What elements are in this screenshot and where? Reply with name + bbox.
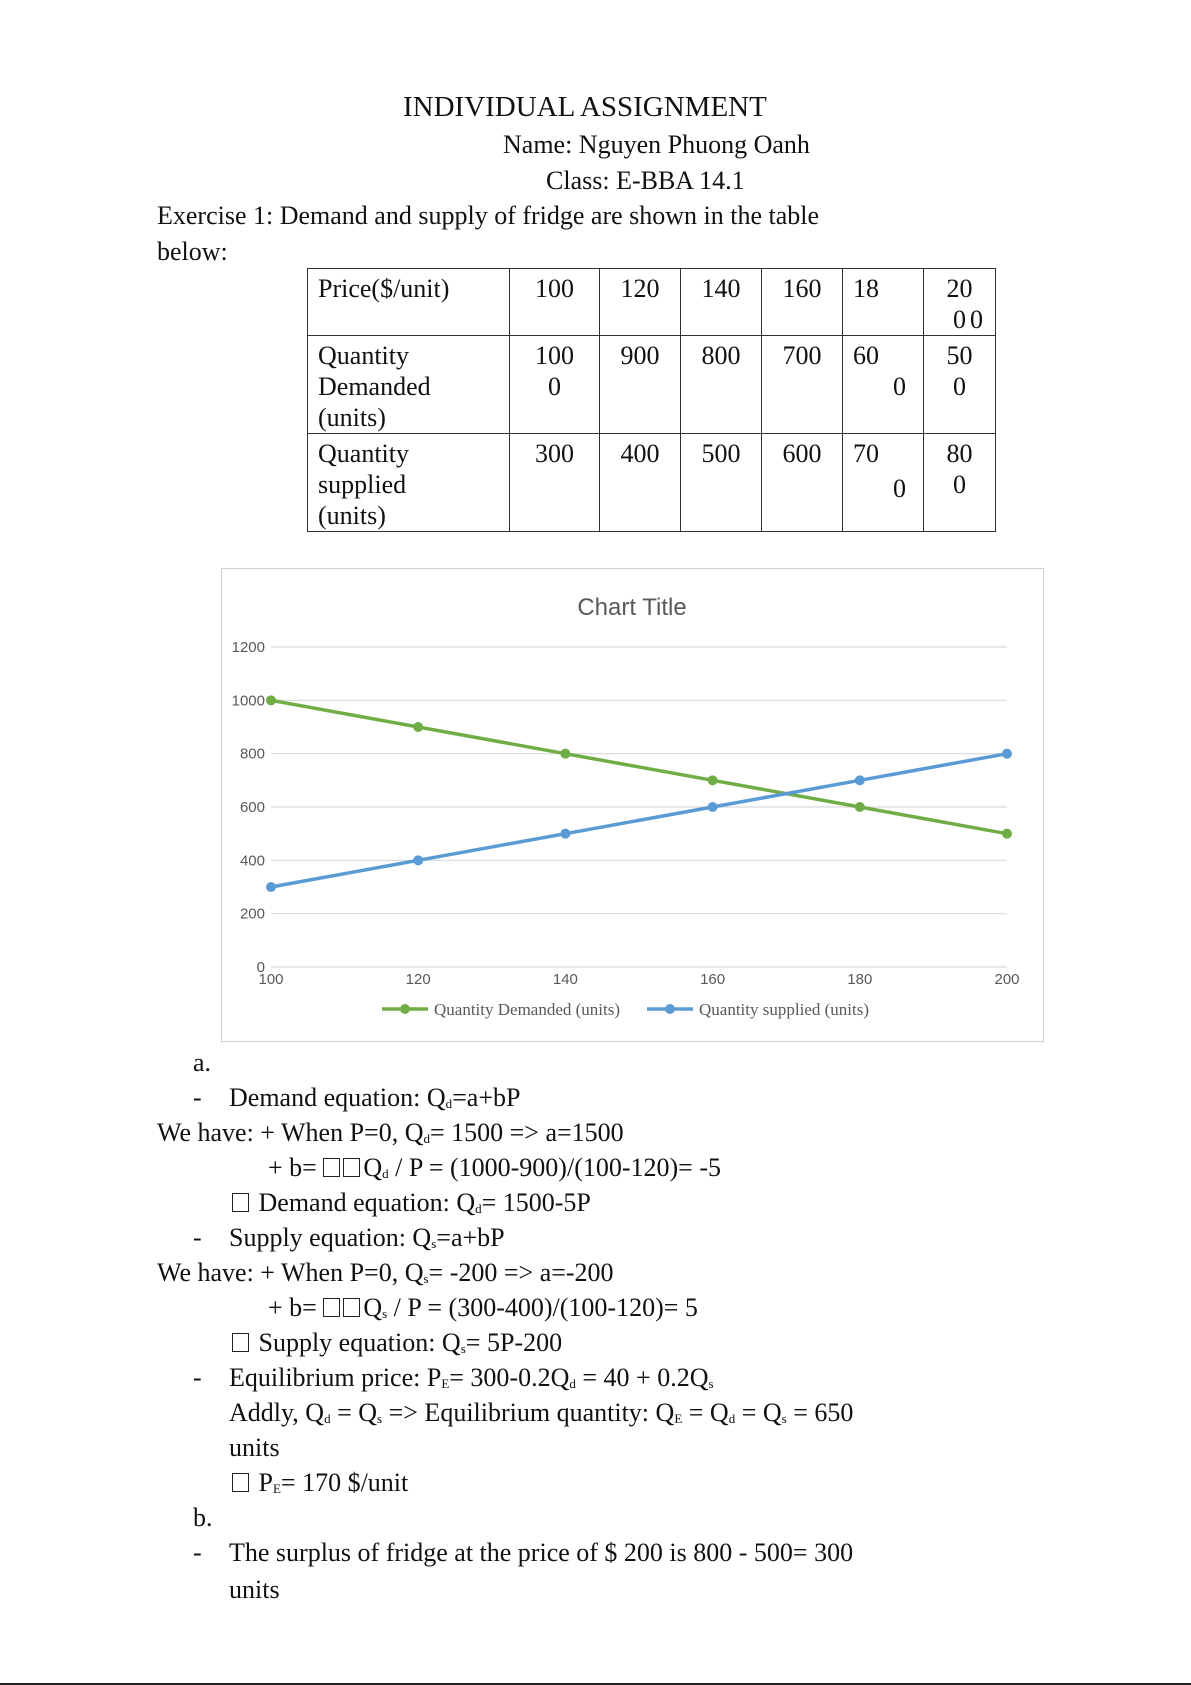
data-point bbox=[413, 855, 423, 865]
supplied-label bbox=[308, 434, 510, 532]
demanded-cell-1000 bbox=[510, 336, 600, 434]
demand-supply-table bbox=[307, 268, 996, 532]
demand-p0-line: We have: + When P=0, $Q_d= 1500 => a=1500$ bbox=[157, 1118, 624, 1147]
demanded-label-line: Quantity bbox=[318, 341, 409, 370]
data-point bbox=[708, 775, 718, 785]
series-line-supplied bbox=[271, 754, 1007, 887]
demanded-cell-500 bbox=[924, 336, 996, 434]
demanded-cell-600 bbox=[843, 336, 924, 434]
demanded-cell: 900 bbox=[600, 336, 681, 434]
table-row-demanded bbox=[308, 336, 996, 434]
price-cell: 160 bbox=[762, 269, 843, 336]
series-line-demanded bbox=[271, 700, 1007, 833]
demanded-cell-part: 0 bbox=[893, 372, 906, 401]
supply-p0-line: We have: + When P=0, $Q_s= -200 => a=-200$ bbox=[157, 1258, 614, 1287]
data-point bbox=[855, 802, 865, 812]
price-cell: 100 bbox=[510, 269, 600, 336]
supply-slope-line: + $b= Q_s / P = (300-400)/(100-120)= 5$ bbox=[268, 1293, 698, 1322]
supplied-cell: 300 bbox=[510, 434, 600, 532]
legend-label: Quantity supplied (units) bbox=[699, 1000, 869, 1019]
price-label: Price($/unit) bbox=[308, 269, 510, 336]
demanded-cell-part: 100 bbox=[535, 341, 574, 370]
supplied-cell-800 bbox=[924, 434, 996, 532]
equilibrium-quantity-line: Addly, $Q_d = Q_s$ => Equilibrium quantity: $Q_E = Q_d = Q_s = 650$ bbox=[229, 1398, 854, 1427]
bullet-dash: - bbox=[193, 1363, 202, 1392]
demanded-label bbox=[308, 336, 510, 434]
supplied-label-line: (units) bbox=[318, 501, 386, 530]
exercise-intro-line1: Exercise 1: Demand and supply of fridge are shown in the table bbox=[157, 201, 820, 230]
data-point bbox=[708, 802, 718, 812]
legend-swatch-marker bbox=[665, 1004, 675, 1014]
student-name: Name: Nguyen Phuong Oanh bbox=[503, 130, 810, 159]
table-row-supplied bbox=[308, 434, 996, 532]
supplied-cell: 600 bbox=[762, 434, 843, 532]
demanded-cell-part: 0 bbox=[953, 372, 966, 401]
units-line: units bbox=[229, 1433, 280, 1462]
data-point bbox=[855, 775, 865, 785]
x-tick-label: 180 bbox=[847, 971, 873, 988]
demanded-cell-part: 0 bbox=[548, 372, 561, 401]
bullet-dash: - bbox=[193, 1538, 202, 1567]
supplied-label-line: Quantity bbox=[318, 439, 409, 468]
missing-glyph-box bbox=[232, 1193, 249, 1212]
x-tick-label: 100 bbox=[258, 971, 284, 988]
price-cell-part: 0 bbox=[953, 305, 966, 334]
supplied-cell: 500 bbox=[681, 434, 762, 532]
supplied-cell-700 bbox=[843, 434, 924, 532]
line-chart bbox=[221, 568, 1044, 1042]
y-tick-label: 1200 bbox=[231, 639, 265, 656]
data-point bbox=[560, 829, 570, 839]
missing-glyph-box bbox=[232, 1333, 249, 1352]
supplied-cell-part: 70 bbox=[853, 439, 879, 468]
y-tick-label: 200 bbox=[239, 905, 265, 923]
demand-result-line: Demand equation: $Q_d= 1500-5P$ bbox=[232, 1188, 591, 1218]
bullet-dash: - bbox=[193, 1083, 202, 1112]
missing-glyph-box bbox=[323, 1158, 340, 1177]
y-tick-label: 800 bbox=[239, 745, 265, 763]
demand-slope-line: + $b= Q_d / P = (1000-900)/(100-120)= -5$ bbox=[268, 1153, 721, 1182]
missing-glyph-box bbox=[232, 1473, 249, 1492]
supplied-cell-part: 0 bbox=[893, 474, 906, 503]
x-tick-label: 160 bbox=[700, 971, 726, 988]
x-tick-label: 200 bbox=[994, 971, 1020, 988]
price-cell: 120 bbox=[600, 269, 681, 336]
demanded-cell: 800 bbox=[681, 336, 762, 434]
class-name: Class: E-BBA 14.1 bbox=[546, 166, 745, 195]
data-point bbox=[1002, 829, 1012, 839]
supplied-cell-part: 80 bbox=[946, 439, 973, 468]
price-cell-200 bbox=[924, 269, 996, 336]
equilibrium-price-line: Equilibrium price: $P_E= 300-0.2Q_d = 40 + 0.2Q_s$ bbox=[229, 1363, 714, 1392]
price-cell-part: 0 bbox=[970, 305, 983, 334]
part-b-label: b. bbox=[193, 1503, 213, 1532]
price-cell-part: 20 bbox=[946, 274, 973, 303]
demanded-cell-part: 50 bbox=[946, 341, 973, 370]
surplus-line: The surplus of fridge at the price of $ 200 is 800 - 500= 300 bbox=[229, 1538, 854, 1567]
demanded-cell-part: 60 bbox=[853, 341, 879, 370]
demand-equation-line: Demand equation: $Q_d=a+bP$ bbox=[229, 1083, 521, 1112]
demanded-label-line: Demanded bbox=[318, 372, 431, 401]
supplied-label-line: supplied bbox=[318, 470, 407, 499]
y-tick-label: 600 bbox=[239, 799, 265, 816]
price-cell: 140 bbox=[681, 269, 762, 336]
data-point bbox=[266, 695, 276, 705]
chart-svg bbox=[222, 569, 1043, 1041]
demanded-cell: 700 bbox=[762, 336, 843, 434]
exercise-intro-line2: below: bbox=[157, 237, 228, 266]
missing-glyph-box bbox=[343, 1158, 360, 1177]
legend-swatch-marker bbox=[400, 1004, 410, 1014]
document-title: INDIVIDUAL ASSIGNMENT bbox=[403, 91, 767, 123]
supply-result-line: Supply equation: $Q_s= 5P-200$ bbox=[232, 1328, 562, 1358]
y-tick-label: 400 bbox=[239, 852, 265, 870]
x-tick-label: 120 bbox=[405, 971, 431, 988]
supplied-cell: 400 bbox=[600, 434, 681, 532]
price-cell-part: 18 bbox=[853, 274, 879, 303]
x-tick-label: 140 bbox=[552, 971, 578, 988]
supply-equation-line: Supply equation: $Q_s=a+bP$ bbox=[229, 1223, 505, 1252]
data-point bbox=[266, 882, 276, 892]
missing-glyph-box bbox=[343, 1298, 360, 1317]
supplied-cell-part: 0 bbox=[953, 470, 966, 499]
part-a-label: a. bbox=[193, 1048, 212, 1077]
equilibrium-price-result: $P_E= 170$ $/unit bbox=[232, 1468, 408, 1498]
data-point bbox=[560, 749, 570, 759]
chart-title: Chart Title bbox=[577, 594, 687, 621]
bullet-dash: - bbox=[193, 1223, 202, 1252]
surplus-units: units bbox=[229, 1575, 280, 1604]
y-tick-label: 0 bbox=[256, 959, 265, 976]
demanded-label-line: (units) bbox=[318, 403, 386, 432]
data-point bbox=[413, 722, 423, 732]
table-row-price bbox=[308, 269, 996, 336]
y-tick-label: 1000 bbox=[231, 692, 265, 710]
legend-label: Quantity Demanded (units) bbox=[434, 1000, 621, 1019]
missing-glyph-box bbox=[323, 1298, 340, 1317]
data-point bbox=[1002, 749, 1012, 759]
